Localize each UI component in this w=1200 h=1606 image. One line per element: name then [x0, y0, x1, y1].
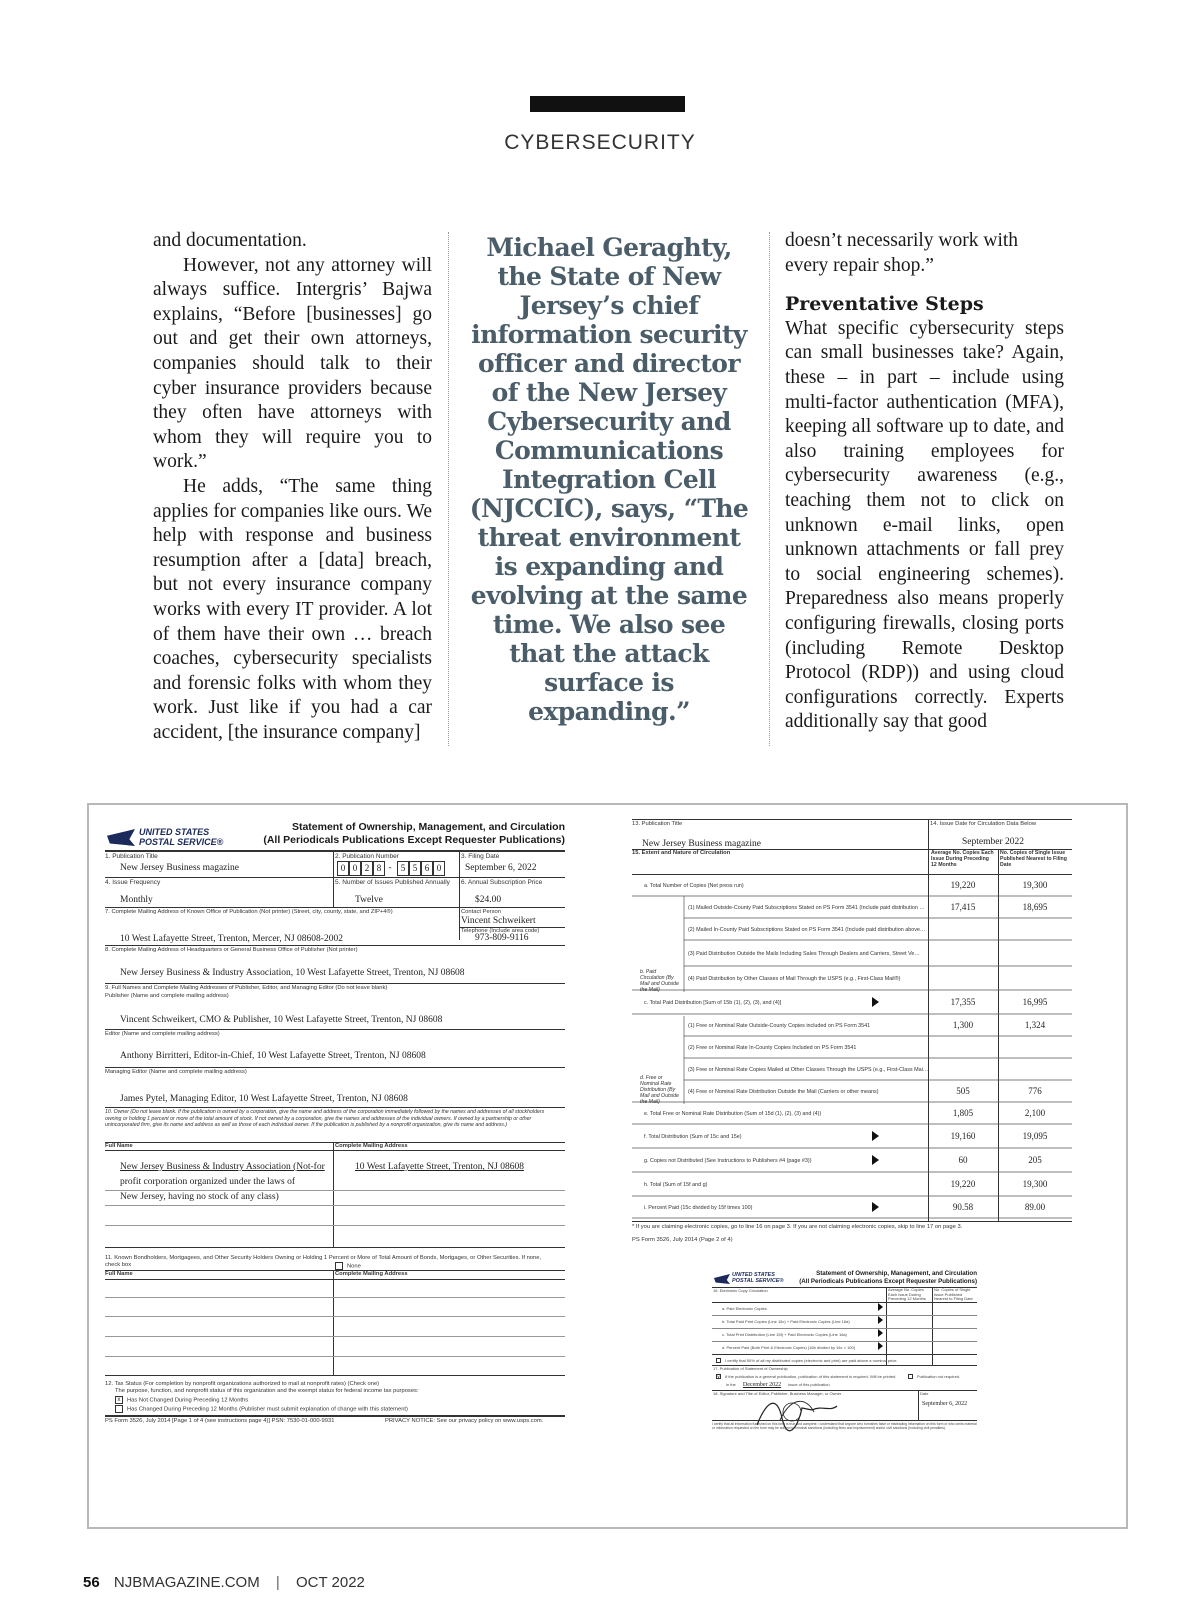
circ-row-avg-11: 19,160	[950, 1131, 976, 1141]
form-title-line1: Statement of Ownership, Management, and Circulation	[291, 821, 565, 833]
form-page-2	[632, 819, 1072, 1249]
electronic-note: * If you are claiming electronic copies, go to line 16 on page 3. If you are not claiming electronic copies, skip to line 17 on page 3.	[632, 1224, 963, 1230]
page3-row-d: d. Percent Paid (Both Print & Electronic Copies) (16b divided by 16c × 100)	[722, 1345, 856, 1350]
column-divider-left	[448, 232, 449, 746]
page3-title-1: Statement of Ownership, Management, and Circulation	[816, 1270, 977, 1277]
label-f5: 5. Number of Issues Published Annually	[335, 879, 450, 886]
circ-row-single-0: 19,300	[1022, 880, 1048, 890]
page3-row-b: b. Total Paid Print Copies (Line 15c) + Paid Electronic Copies (Line 16a)	[722, 1319, 850, 1324]
circ-row-arrow-icon-14	[872, 1202, 879, 1212]
circ-row-avg-9: 505	[956, 1086, 970, 1096]
circ-row-label-8: (3) Free or Nominal Rate Copies Mailed at Other Classes Through the USPS (e.g., First-Class Mai…	[688, 1067, 929, 1073]
value-title: New Jersey Business magazine	[120, 863, 239, 873]
label-managing-editor: Managing Editor (Name and complete mailing address)	[105, 1069, 247, 1075]
usps-logo-small-1: UNITED STATES	[732, 1272, 775, 1278]
circ-row-single-1: 18,695	[1022, 902, 1048, 912]
pub-number-boxes: 0 0 2 8 - 5 5 6 0	[337, 839, 457, 879]
header-bar	[530, 96, 685, 112]
label-f9: 9. Full Names and Complete Mailing Addresses of Publisher, Editor, and Managing Editor (Do not leave blank)	[105, 985, 388, 991]
left-paragraph-1: and documentation.	[153, 230, 307, 251]
label-f12: 12. Tax Status (For completion by nonprofit organizations authorized to mail at nonprofit rates) (Check one)	[105, 1381, 380, 1387]
col-avg-header: Average No. Copies Each Issue During Preceding 12 Months	[931, 850, 994, 868]
page-footer	[83, 1574, 365, 1591]
label-f15: 15. Extent and Nature of Circulation	[632, 850, 731, 856]
usps-eagle-icon	[107, 829, 135, 846]
page3-row-a: a. Paid Electronic Copies	[722, 1306, 767, 1311]
right-body: What specific cybersecurity steps can small businesses take? Again, these – in part – include using multi-factor authentication (MFA), keeping all software up to date, and also training employees for cybersecurity awareness (e.g., teaching them not to click on unknown e-mail links, open unknown attachments or fall prey to social engineering schemes). Preparedness also means properly configuring firewalls, closing ports (including Remote Desktop Protocol (RDP)) and using cloud configurations correctly. Experts additionally say that good	[785, 317, 1064, 733]
right-intro: doesn’t necessarily work with every repair shop.”	[785, 230, 1019, 276]
pull-quote: Michael Geraghty, the State of New Jersey’s chief information security officer and director of the New Jersey Cybersecurity and Communications Integration Cell (NJCCIC), says, “The threat environment is expanding and evolving at the same time. We also see that the attack surface is expanding.”	[469, 233, 749, 726]
circ-row-label-0: a. Total Number of Copies (Net press run)	[644, 883, 744, 889]
value-owner-1: New Jersey Business & Industry Association (Not-for	[120, 1162, 325, 1172]
label-f2: 2. Publication Number	[335, 853, 399, 860]
label-f7: 7. Complete Mailing Address of Known Office of Publication (Not printer) (Street, city, county, state, and ZIP+4®)	[105, 909, 393, 915]
privacy-notice: PRIVACY NOTICE: See our privacy policy on www.usps.com.	[385, 1418, 544, 1424]
label-f6: 6. Annual Subscription Price	[461, 879, 543, 886]
value-office-address: 10 West Lafayette Street, Trenton, Mercer, NJ 08608-2002	[120, 934, 343, 944]
circ-row-label-1: (1) Mailed Outside-County Paid Subscriptions Stated on PS Form 3541 (Include paid distribution …	[688, 905, 925, 911]
circ-row-single-13: 19,300	[1022, 1179, 1048, 1189]
label-editor: Editor (Name and complete mailing address)	[105, 1031, 220, 1037]
label-full-name: Full Name	[105, 1143, 133, 1149]
circ-row-label-3: (3) Paid Distribution Outside the Mails Including Sales Through Dealers and Carriers, Street Ve…	[688, 951, 920, 957]
circ-row-avg-12: 60	[958, 1155, 968, 1165]
page3-col-avg: Average No. Copies Each Issue During Preceding 12 Months	[888, 1287, 926, 1301]
label-full-name-11: Full Name	[105, 1271, 133, 1277]
label-complete-address-11: Complete Mailing Address	[335, 1271, 408, 1277]
page2-title: New Jersey Business magazine	[642, 839, 761, 849]
article-left-column	[153, 229, 432, 745]
circ-row-label-14: i. Percent Paid (15c divided by 15f times 100)	[644, 1205, 753, 1211]
f17-issue-suffix: issue of this publication.	[788, 1382, 831, 1387]
label-publisher: Publisher (Name and complete mailing address)	[105, 993, 229, 999]
circ-row-single-6: 1,324	[1024, 1020, 1046, 1030]
footer-site[interactable]: NJBMAGAZINE.COM	[113, 1574, 260, 1591]
circ-row-avg-0: 19,220	[950, 880, 976, 890]
circ-row-avg-13: 19,220	[950, 1179, 976, 1189]
circ-row-single-10: 2,100	[1024, 1108, 1046, 1118]
left-paragraph-2: However, not any attorney will always suffice. Intergris’ Bajwa explains, “Before [businesses] go out and get their own attorneys, companies should talk to their cyber insurance providers because they often have attorneys with whom they will require you to work.”	[153, 254, 432, 473]
label-f17: 17. Publication of Statement of Ownership	[713, 1366, 788, 1371]
circ-row-label-7: (2) Free or Nominal Rate In-County Copies Included on PS Form 3541	[688, 1045, 857, 1051]
usps-logo-line2: POSTAL SERVICE®	[139, 837, 224, 847]
circ-row-label-13: h. Total (Sum of 15f and g)	[644, 1182, 708, 1188]
usps-eagle-icon-small	[714, 1274, 730, 1284]
circ-row-single-9: 776	[1028, 1086, 1042, 1096]
label-b: b. Paid Circulation (By Mail and Outside the Mail)	[640, 969, 679, 993]
label-telephone: Telephone (Include area code)	[461, 928, 540, 934]
circ-row-label-12: g. Copies not Distributed (See Instructions to Publishers #4 (page #3))	[644, 1158, 812, 1164]
label-contact: Contact Person	[461, 909, 501, 915]
form-page-3	[712, 1270, 977, 1450]
circulation-table	[632, 874, 1072, 1224]
circ-row-single-11: 19,095	[1022, 1131, 1048, 1141]
label-f16: 16. Electronic Copy Circulation	[713, 1288, 768, 1293]
label-f14: 14. Issue Date for Circulation Data Below	[930, 821, 1037, 827]
label-f4: 4. Issue Frequency	[105, 879, 161, 886]
page1-footer: PS Form 3526, July 2014 [Page 1 of 4 (see instructions page 4)] PSN: 7530-01-000-9931	[105, 1418, 335, 1424]
footer-separator: |	[275, 1574, 280, 1591]
footer-issue: OCT 2022	[295, 1574, 365, 1591]
circ-row-avg-5: 17,355	[950, 997, 976, 1007]
value-owner-3: New Jersey, having no stock of any class)	[120, 1192, 279, 1202]
circ-row-avg-1: 17,415	[950, 902, 976, 912]
page3-certify[interactable]: I certify that 50% of all my distributed copies (electronic and print) are paid above a nominal price.	[716, 1358, 898, 1363]
label-f12-sub: The purpose, function, and nonprofit status of this organization and the exempt status for federal income tax purposes:	[115, 1388, 419, 1394]
circ-row-single-12: 205	[1028, 1155, 1042, 1165]
circ-row-avg-14: 90.58	[952, 1202, 974, 1212]
value-hq-address: New Jersey Business & Industry Association, 10 West Lafayette Street, Trenton, NJ 08608	[120, 968, 465, 978]
circ-row-label-5: c. Total Paid Distribution [Sum of 15b (1), (2), (3), and (4)]	[644, 1000, 782, 1006]
subhead: Preventative Steps	[785, 293, 984, 316]
usps-logo-small-2: POSTAL SERVICE®	[732, 1278, 784, 1284]
page2-footer: PS Form 3526, July 2014 (Page 2 of 4)	[632, 1237, 733, 1243]
page2-issue-date: September 2022	[962, 837, 1025, 847]
value-telephone: 973-809-9116	[475, 933, 529, 943]
value-frequency: Monthly	[120, 895, 153, 905]
f17-issue: December 2022	[742, 1382, 782, 1388]
value-owner-address: 10 West Lafayette Street, Trenton, NJ 08608	[355, 1162, 524, 1172]
circ-row-label-6: (1) Free or Nominal Rate Outside-County Copies included on PS Form 3541	[688, 1023, 871, 1029]
circ-row-arrow-icon-12	[872, 1155, 879, 1165]
label-date: Date	[920, 1391, 929, 1396]
label-f8: 8. Complete Mailing Address of Headquarters or General Business Office of Publisher (Not printer)	[105, 947, 358, 953]
value-price: $24.00	[475, 895, 502, 905]
label-f13: 13. Publication Title	[632, 821, 683, 827]
label-f10: 10. Owner (Do not leave blank. If the publication is owned by a corporation, give the name and address of the corporation immediately followed by the names and addresses of all stockholders owning or holding 1 percent or more of the total amount of stock. If not owned by a corporation, give the names and addresses of the individual owners. If owned by a partnership or other unincorporated firm, give its name and address as well as those of each individual owner. If the publication is published by a nonprofit organization, give its name and address.)	[105, 1109, 545, 1128]
ps-form-3526-image	[87, 803, 1128, 1529]
f17-checkbox-required[interactable]: x If the publication is a general publication, publication of this statement is required. Will be printed	[717, 1374, 896, 1382]
label-f11: 11. Known Bondholders, Mortgagees, and Other Security Holders Owning or Holding 1 Percent or More of Total Amount of Bonds, Mortgages, or Other Securities. If none, check box	[105, 1255, 542, 1268]
value-issues: Twelve	[355, 895, 383, 905]
circ-row-label-2: (2) Mailed In-County Paid Subscriptions Stated on PS Form 3541 (Include paid distribution above…	[688, 927, 926, 933]
page3-certify-small: I certify that all information furnished on this form is true and complete. I understand that anyone who furnishes false or misleading information on this form or who omits material or information requested on the form may be subject to criminal sanctions (including fines and imprisonment) and/or civil sanctions (including civil penalties).	[712, 1422, 977, 1430]
circ-row-avg-6: 1,300	[952, 1020, 974, 1030]
circ-row-label-4: (4) Paid Distribution by Other Classes of Mail Through the USPS (e.g., First-Class Mail®)	[688, 976, 901, 982]
page3-col-single: No. Copies of Single Issue Published Nearest to Filing Date	[934, 1287, 973, 1301]
label-f1: 1. Publication Title	[105, 853, 158, 860]
f17-issue-prefix: in the	[726, 1382, 736, 1387]
f17-checkbox-not-required[interactable]: Publication not required.	[908, 1374, 960, 1379]
value-contact: Vincent Schweikert	[461, 916, 536, 926]
f17-issue-line	[726, 1382, 831, 1388]
page3-title-2: (All Periodicals Publications Except Requester Publications)	[799, 1278, 977, 1285]
value-managing-editor: James Pytel, Managing Editor, 10 West Lafayette Street, Trenton, NJ 08608	[120, 1094, 408, 1104]
value-publisher: Vincent Schweikert, CMO & Publisher, 10 West Lafayette Street, Trenton, NJ 08608	[120, 1015, 443, 1025]
label-f18: 18. Signature and Title of Editor, Publisher, Business Manager, or Owner	[713, 1391, 842, 1396]
circ-row-single-14: 89.00	[1024, 1202, 1046, 1212]
circ-row-arrow-icon-5	[872, 997, 879, 1007]
page-number: 56	[83, 1574, 100, 1591]
value-editor: Anthony Birritteri, Editor-in-Chief, 10 West Lafayette Street, Trenton, NJ 08608	[120, 1051, 426, 1061]
circ-row-single-5: 16,995	[1022, 997, 1048, 1007]
value-owner-2: profit corporation organized under the laws of	[120, 1177, 295, 1187]
page3-row-c: c. Total Print Distribution (Line 15f) + Paid Electronic Copies (Line 16a)	[722, 1332, 847, 1337]
label-d: d. Free or Nominal Rate Distribution (By Mail and Outside the Mail)	[640, 1075, 679, 1105]
label-f3: 3. Filing Date	[461, 853, 500, 860]
column-divider-right	[769, 232, 770, 746]
usps-logo-line1: UNITED STATES	[139, 827, 210, 837]
value-filing-date: September 6, 2022	[465, 863, 537, 873]
circ-row-arrow-icon-11	[872, 1131, 879, 1141]
article-right-column	[785, 229, 1064, 735]
tax-status-not-changed[interactable]: x Has Not Changed During Preceding 12 Months	[115, 1396, 248, 1404]
form-page-1	[105, 819, 565, 1469]
tax-status-changed[interactable]: Has Changed During Preceding 12 Months (Publisher must submit explanation of change with this statement)	[115, 1405, 408, 1413]
col-single-header: No. Copies of Single Issue Published Nearest to Filing Date	[1000, 850, 1067, 868]
circ-row-label-11: f. Total Distribution (Sum of 15c and 15e)	[644, 1134, 742, 1140]
left-paragraph-3: He adds, “The same thing applies for companies like ours. We help with response and business resumption after a [data] breach, but not every insurance company works with every IT provider. A lot of them have their own … breach coaches, cybersecurity specialists and forensic folks with whom they work. Just like if you had a car accident, [the insurance company]	[153, 475, 432, 743]
section-label: CYBERSECURITY	[504, 131, 696, 154]
label-complete-address: Complete Mailing Address	[335, 1143, 408, 1149]
circ-row-label-9: (4) Free or Nominal Rate Distribution Outside the Mail (Carriers or other means)	[688, 1089, 879, 1095]
form-title-line2: (All Periodicals Publications Except Requester Publications)	[263, 834, 565, 846]
circ-row-avg-10: 1,805	[952, 1108, 974, 1118]
circ-row-label-10: e. Total Free or Nominal Rate Distribution (Sum of 15d (1), (2), (3) and (4))	[644, 1111, 822, 1117]
none-checkbox[interactable]: None	[335, 1262, 361, 1270]
page3-date: September 6, 2022	[922, 1401, 968, 1407]
